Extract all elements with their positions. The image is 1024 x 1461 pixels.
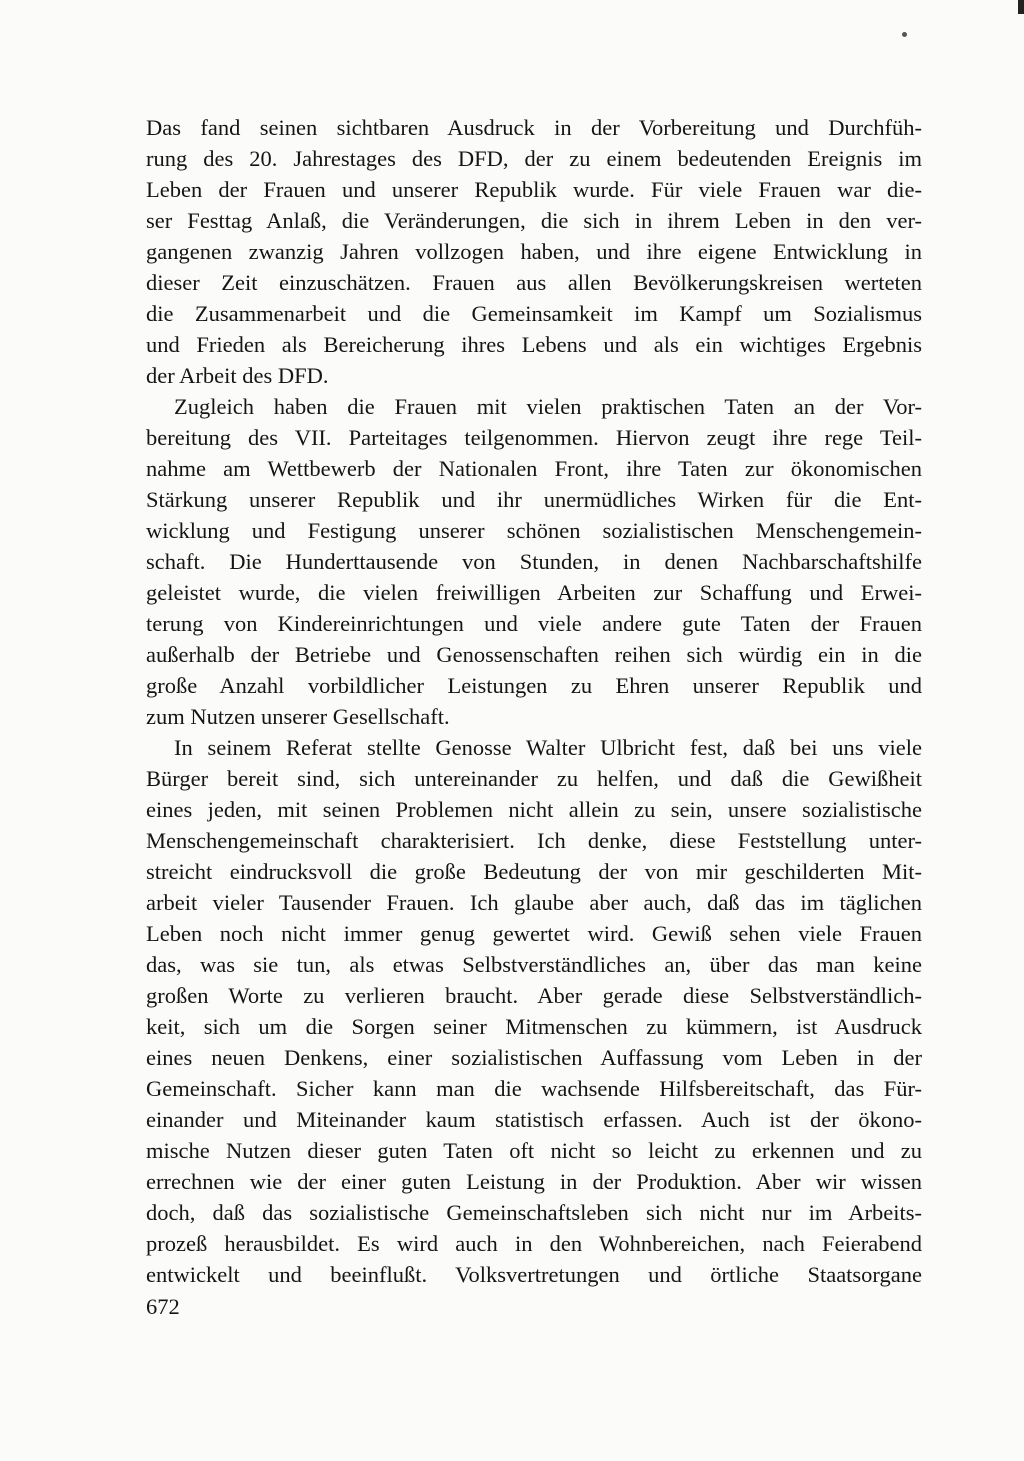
text-line: doch, daß das sozialistische Gemeinschaftsleben sich nicht nur im Arbeits- [146, 1200, 922, 1225]
text-line: In seinem Referat stellte Genosse Walter Ulbricht fest, daß bei uns viele [174, 735, 922, 760]
page-number: 672 [146, 1294, 180, 1319]
text-line: zum Nutzen unserer Gesellschaft. [146, 704, 450, 729]
text-line: Stärkung unserer Republik und ihr unermüdliches Wirken für die Ent- [146, 487, 922, 512]
text-line: großen Worte zu verlieren braucht. Aber gerade diese Selbstverständlich- [146, 983, 922, 1008]
text-line: schaft. Die Hunderttausende von Stunden, in denen Nachbarschaftshilfe [146, 549, 922, 574]
text-line: der Arbeit des DFD. [146, 363, 329, 388]
text-line: Zugleich haben die Frauen mit vielen praktischen Taten an der Vor- [174, 394, 922, 419]
text-line: keit, sich um die Sorgen seiner Mitmenschen zu kümmern, ist Ausdruck [146, 1014, 922, 1039]
text-line: nahme am Wettbewerb der Nationalen Front, ihre Taten zur ökonomischen [146, 456, 922, 481]
paragraph-1 [146, 112, 922, 391]
scan-edge-mark [1018, 0, 1024, 14]
text-line: Leben der Frauen und unserer Republik wurde. Für viele Frauen war die- [146, 177, 922, 202]
text-line: das, was sie tun, als etwas Selbstverständliches an, über das man keine [146, 952, 922, 977]
text-line: Menschengemeinschaft charakterisiert. Ich denke, diese Feststellung unter- [146, 828, 922, 853]
text-line: geleistet wurde, die vielen freiwilligen Arbeiten zur Schaffung und Erwei- [146, 580, 922, 605]
text-line: ser Festtag Anlaß, die Veränderungen, die sich in ihrem Leben in den ver- [146, 208, 922, 233]
scan-speck [902, 32, 907, 37]
paragraph-3 [146, 732, 922, 1290]
text-line: große Anzahl vorbildlicher Leistungen zu Ehren unserer Republik und [146, 673, 922, 698]
text-line: gangenen zwanzig Jahren vollzogen haben, und ihre eigene Entwicklung in [146, 239, 922, 264]
text-line: und Frieden als Bereicherung ihres Lebens und als ein wichtiges Ergebnis [146, 332, 922, 357]
text-line: eines jeden, mit seinen Problemen nicht allein zu sein, unsere sozialistische [146, 797, 922, 822]
text-line: streicht eindrucksvoll die große Bedeutung der von mir geschilderten Mit- [146, 859, 922, 884]
text-line: Leben noch nicht immer genug gewertet wird. Gewiß sehen viele Frauen [146, 921, 922, 946]
text-line: bereitung des VII. Parteitages teilgenommen. Hiervon zeugt ihre rege Teil- [146, 425, 922, 450]
text-line: entwickelt und beeinflußt. Volksvertretungen und örtliche Staatsorgane [146, 1262, 922, 1287]
text-line: Das fand seinen sichtbaren Ausdruck in der Vorbereitung und Durchfüh- [146, 115, 922, 140]
text-line: eines neuen Denkens, einer sozialistischen Auffassung vom Leben in der [146, 1045, 922, 1070]
text-line: arbeit vieler Tausender Frauen. Ich glaube aber auch, daß das im täglichen [146, 890, 922, 915]
text-line: terung von Kindereinrichtungen und viele andere gute Taten der Frauen [146, 611, 922, 636]
text-line: einander und Miteinander kaum statistisch erfassen. Auch ist der ökono- [146, 1107, 922, 1132]
paragraph-2 [146, 391, 922, 732]
text-line: rung des 20. Jahrestages des DFD, der zu einem bedeutenden Ereignis im [146, 146, 922, 171]
text-line: Bürger bereit sind, sich untereinander zu helfen, und daß die Gewißheit [146, 766, 922, 791]
text-line: außerhalb der Betriebe und Genossenschaften reihen sich würdig ein in die [146, 642, 922, 667]
text-line: prozeß herausbildet. Es wird auch in den Wohnbereichen, nach Feierabend [146, 1231, 922, 1256]
text-line: wicklung und Festigung unserer schönen sozialistischen Menschengemein- [146, 518, 922, 543]
text-line: die Zusammenarbeit und die Gemeinsamkeit im Kampf um Sozialismus [146, 301, 922, 326]
text-line: dieser Zeit einzuschätzen. Frauen aus allen Bevölkerungskreisen werteten [146, 270, 922, 295]
body-text [146, 112, 922, 1290]
text-line: Gemeinschaft. Sicher kann man die wachsende Hilfsbereitschaft, das Für- [146, 1076, 922, 1101]
text-line: errechnen wie der einer guten Leistung in der Produktion. Aber wir wissen [146, 1169, 922, 1194]
text-line: mische Nutzen dieser guten Taten oft nicht so leicht zu erkennen und zu [146, 1138, 922, 1163]
